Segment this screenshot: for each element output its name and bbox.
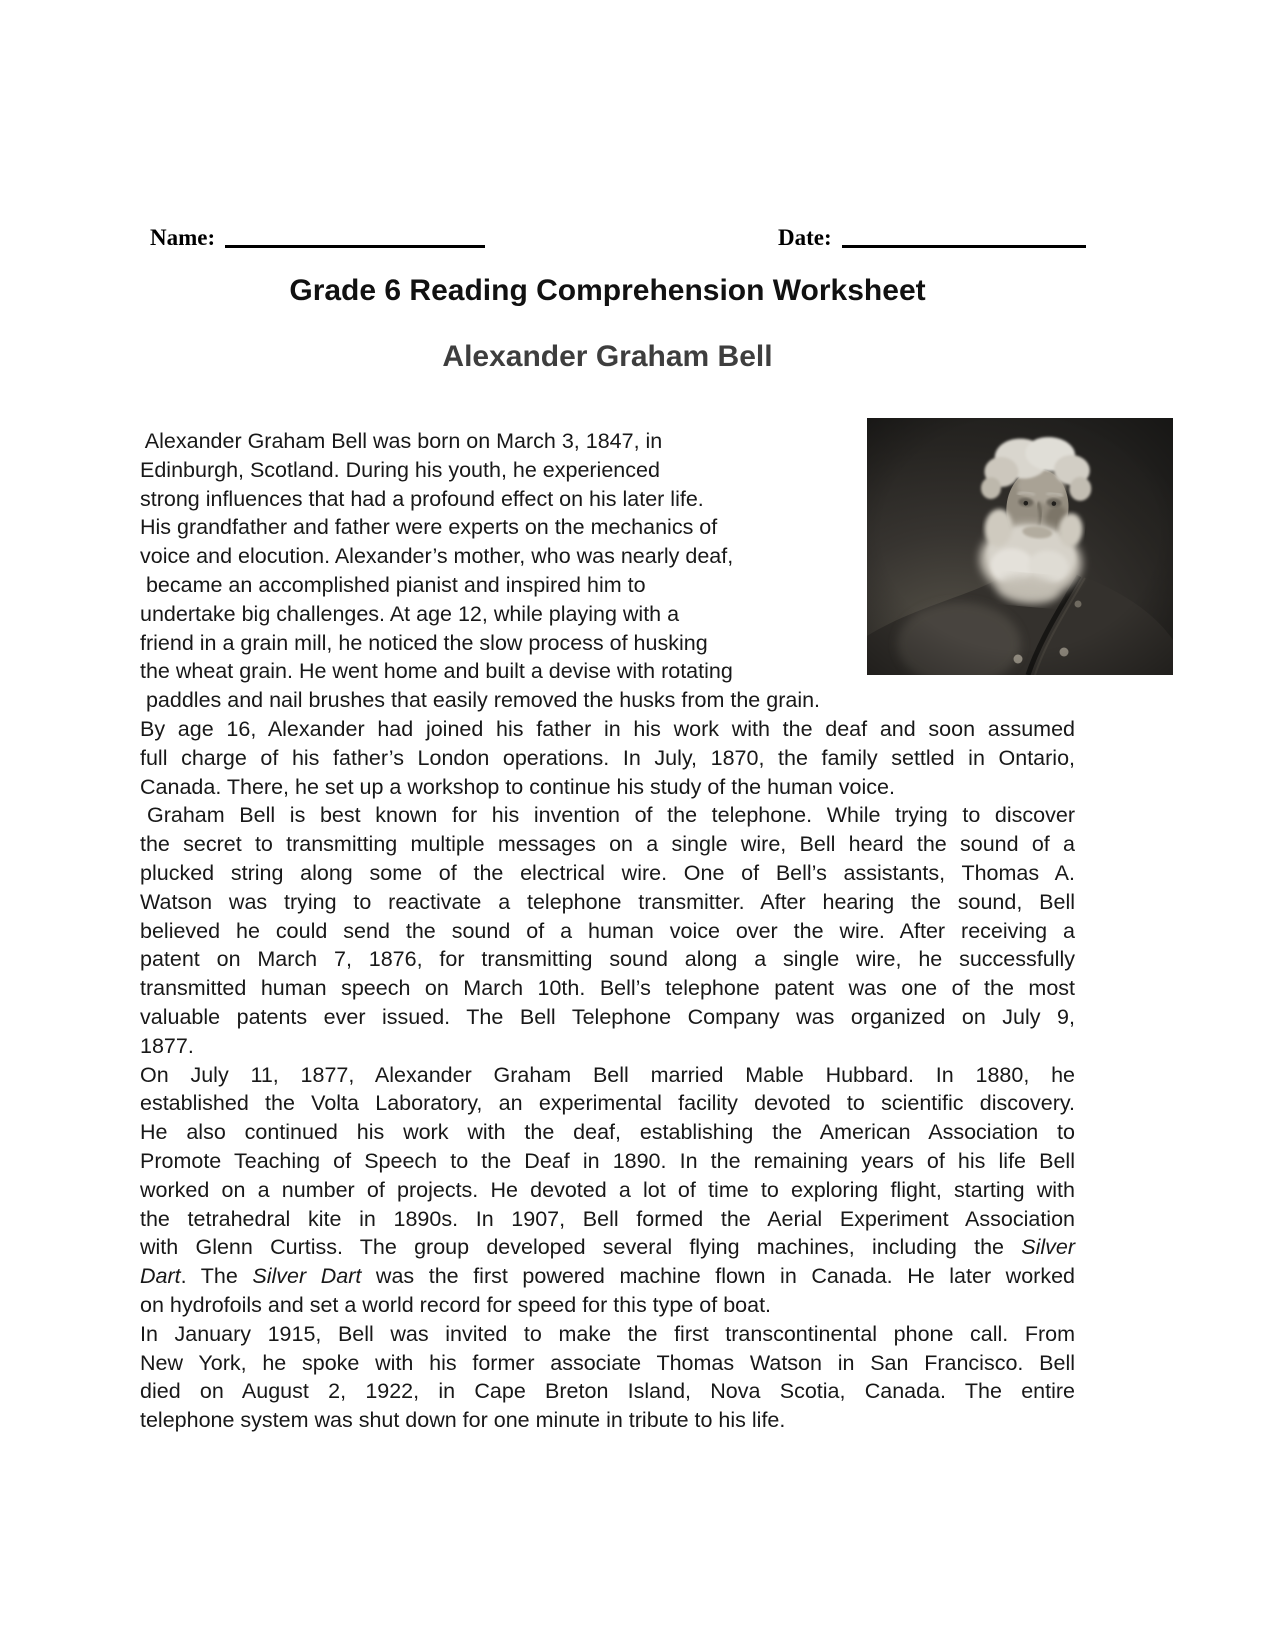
- text-line: By age 16, Alexander had joined his father in his work with the deaf and soon assumed: [140, 716, 1075, 741]
- name-label: Name:: [150, 225, 216, 250]
- text-line: 1877.: [140, 1033, 194, 1058]
- text-line: Alexander Graham Bell was born on March 3, 1847, in: [140, 429, 663, 453]
- text-line: valuable patents ever issued. The Bell Telephone Company was organized on July 9,: [140, 1004, 1075, 1029]
- text-line: became an accomplished pianist and inspired him to: [140, 572, 646, 597]
- date-field-row: [778, 219, 1086, 251]
- text-line: He also continued his work with the deaf, establishing the American Association to: [140, 1120, 1075, 1145]
- text-line: friend in a grain mill, he noticed the slow process of husking: [140, 630, 708, 655]
- text-line: on hydrofoils and set a world record for speed for this type of boat.: [140, 1292, 772, 1317]
- text-line: worked on a number of projects. He devoted a lot of time to exploring flight, starting with: [140, 1177, 1075, 1202]
- text-line: Dart. The Silver Dart was the first powered machine flown in Canada. He later worked: [140, 1264, 1075, 1289]
- text-line: Watson was trying to reactivate a telephone transmitter. After hearing the sound, Bell: [140, 889, 1075, 914]
- text-line: telephone system was shut down for one minute in tribute to his life.: [140, 1408, 786, 1433]
- text-line: Graham Bell is best known for his invention of the telephone. While trying to discover: [147, 803, 1075, 828]
- text-line: patent on March 7, 1876, for transmitting sound along a single wire, he successfully: [140, 947, 1075, 972]
- text-line: died on August 2, 1922, in Cape Breton Island, Nova Scotia, Canada. The entire: [140, 1379, 1075, 1404]
- worksheet-subject-title: Alexander Graham Bell: [442, 340, 773, 373]
- text-line: On July 11, 1877, Alexander Graham Bell married Mable Hubbard. In 1880, he: [140, 1062, 1075, 1087]
- page-title: Grade 6 Reading Comprehension Worksheet: [289, 274, 926, 307]
- text-line: voice and elocution. Alexander’s mother, who was nearly deaf,: [140, 544, 734, 569]
- paragraph: [140, 801, 1075, 1060]
- name-field-row: [150, 219, 485, 251]
- text-line: believed he could send the sound of a human voice over the wire. After receiving a: [140, 918, 1075, 943]
- bell-portrait-image: [867, 418, 1173, 675]
- text-line: New York, he spoke with his former associate Thomas Watson in San Francisco. Bell: [140, 1350, 1075, 1375]
- date-blank-line: [842, 222, 1086, 248]
- article-body: [140, 427, 1075, 1435]
- text-line: strong influences that had a profound effect on his later life.: [140, 486, 704, 511]
- text-line: transmitted human speech on March 10th. Bell’s telephone patent was one of the most: [140, 976, 1075, 1001]
- paragraph: [140, 1320, 1075, 1435]
- text-line: Canada. There, he set up a workshop to continue his study of the human voice.: [140, 774, 895, 799]
- name-blank-line: [225, 222, 485, 248]
- text-line: In January 1915, Bell was invited to make the first transcontinental phone call. From: [140, 1321, 1075, 1346]
- text-line: the wheat grain. He went home and built a devise with rotating: [140, 659, 733, 684]
- text-line: Promote Teaching of Speech to the Deaf in 1890. In the remaining years of his life Bell: [140, 1148, 1075, 1173]
- date-label: Date:: [778, 225, 832, 250]
- text-line: the secret to transmitting multiple messages on a single wire, Bell heard the sound of a: [140, 832, 1075, 857]
- paragraph: [140, 1061, 1075, 1320]
- text-line: paddles and nail brushes that easily removed the husks from the grain.: [140, 688, 821, 713]
- text-line: the tetrahedral kite in 1890s. In 1907, Bell formed the Aerial Experiment Association: [140, 1206, 1075, 1231]
- text-line: His grandfather and father were experts on the mechanics of: [140, 515, 718, 540]
- text-line: with Glenn Curtiss. The group developed several flying machines, including the Silver: [140, 1235, 1075, 1260]
- paragraphs-block: [140, 715, 1075, 1435]
- text-line: full charge of his father’s London operations. In July, 1870, the family settled in Ontario,: [140, 745, 1075, 770]
- text-line: established the Volta Laboratory, an experimental facility devoted to scientific discovery.: [140, 1091, 1075, 1116]
- text-line: Edinburgh, Scotland. During his youth, he experienced: [140, 457, 660, 482]
- paragraph: [140, 715, 1075, 801]
- text-line: undertake big challenges. At age 12, while playing with a: [140, 601, 680, 626]
- text-line: plucked string along some of the electrical wire. One of Bell’s assistants, Thomas A.: [140, 860, 1075, 885]
- bell-portrait-photo: [867, 418, 1173, 675]
